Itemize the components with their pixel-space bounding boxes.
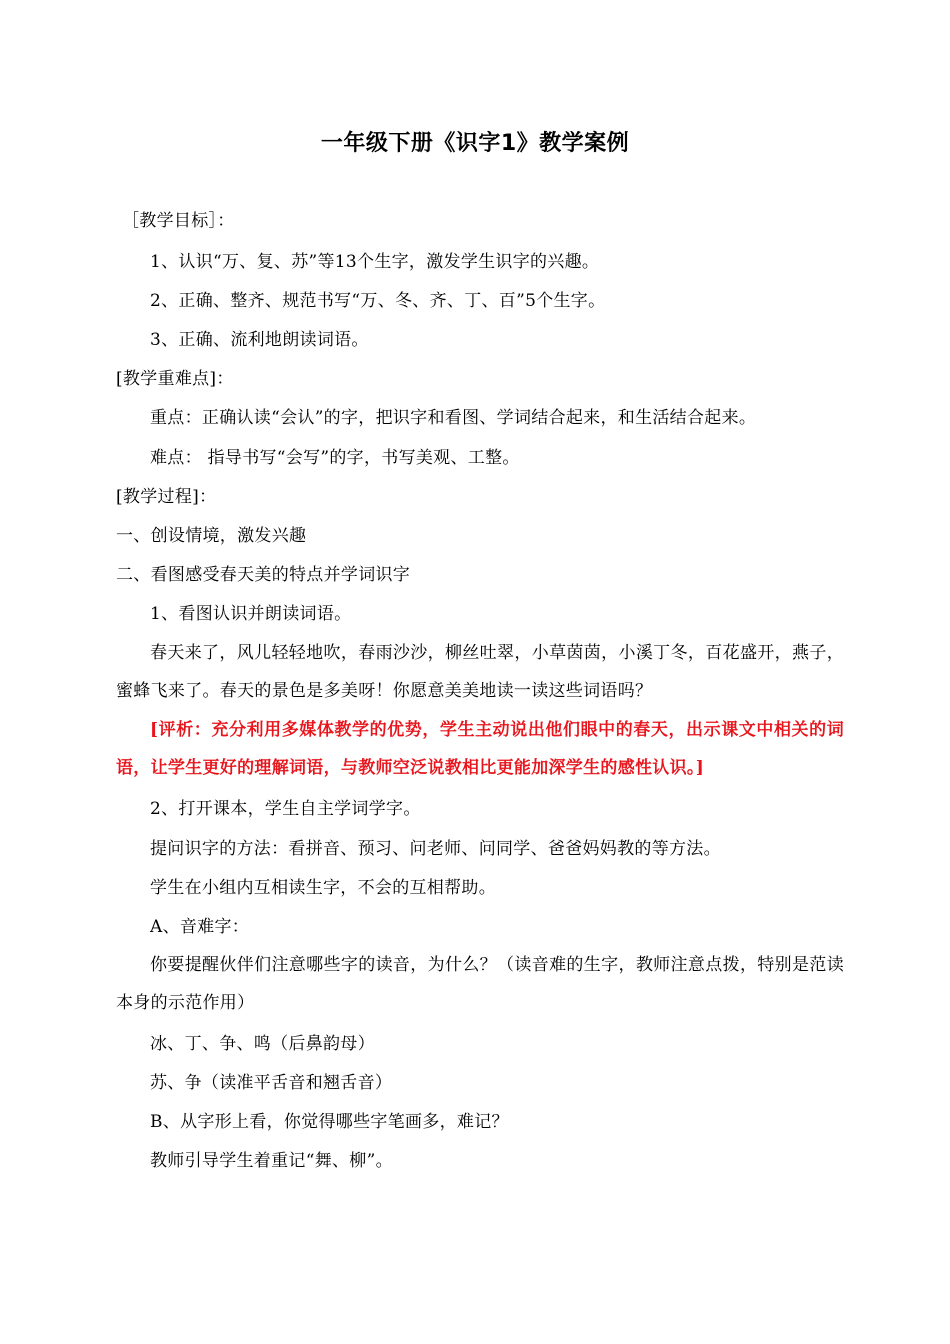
b-header: B、从字形上看，你觉得哪些字笔画多，难记？ — [150, 1112, 509, 1132]
methods: 提问识字的方法：看拼音、预习、问老师、问同学、爸爸妈妈教的等方法。 — [150, 839, 721, 859]
goal-3: 3、正确、流利地朗读词语。 — [150, 330, 369, 350]
a-header: A、音难字： — [150, 917, 250, 937]
comment-paragraph: [评析：充分利用多媒体教学的优势，学生主动说出他们眼中的春天，出示课文中相关的词语，让学生更好的理解词语，与教师空泛说教相比更能加深学生的感性认识。] — [116, 720, 844, 778]
key-header: [教学重难点]： — [116, 369, 234, 389]
difficulty: 难点： 指导书写“会写”的字，书写美观、工整。 — [150, 448, 520, 468]
step-2-1: 1、看图认识并朗读词语。 — [150, 604, 352, 624]
goals-header: ［教学目标］： — [122, 211, 235, 231]
a-example-2: 苏、争（读准平舌音和翘舌音） — [150, 1073, 393, 1093]
a-question: 你要提醒伙伴们注意哪些字的读音，为什么？（读音难的生字，教师注意点拨，特别是范读本身的示范作用） — [116, 955, 844, 1013]
step-2: 二、看图感受春天美的特点并学词识字 — [116, 565, 411, 585]
process-header: [教学过程]： — [116, 487, 217, 507]
b-guide: 教师引导学生着重记“舞、柳”。 — [150, 1151, 393, 1171]
document-title: 一年级下册《识字1》教学案例 — [320, 131, 630, 156]
group-read: 学生在小组内互相读生字，不会的互相帮助。 — [150, 878, 496, 898]
step-2-2: 2、打开课本，学生自主学词学字。 — [150, 799, 421, 819]
spring-paragraph: 春天来了，风儿轻轻地吹，春雨沙沙，柳丝吐翠，小草茵茵，小溪丁冬，百花盛开，燕子，蜜蜂飞来了。春天的景色是多美呀！你愿意美美地读一读这些词语吗？ — [116, 643, 844, 701]
a-example-1: 冰、丁、争、鸣（后鼻韵母） — [150, 1034, 375, 1054]
goal-2: 2、正确、整齐、规范书写“万、冬、齐、丁、百”5个生字。 — [150, 291, 606, 311]
goal-1: 1、认识“万、复、苏”等13个生字，激发学生识字的兴趣。 — [150, 252, 600, 272]
key-point: 重点：正确认读“会认”的字，把识字和看图、学词结合起来，和生活结合起来。 — [150, 408, 757, 428]
step-1: 一、创设情境，激发兴趣 — [116, 526, 307, 546]
